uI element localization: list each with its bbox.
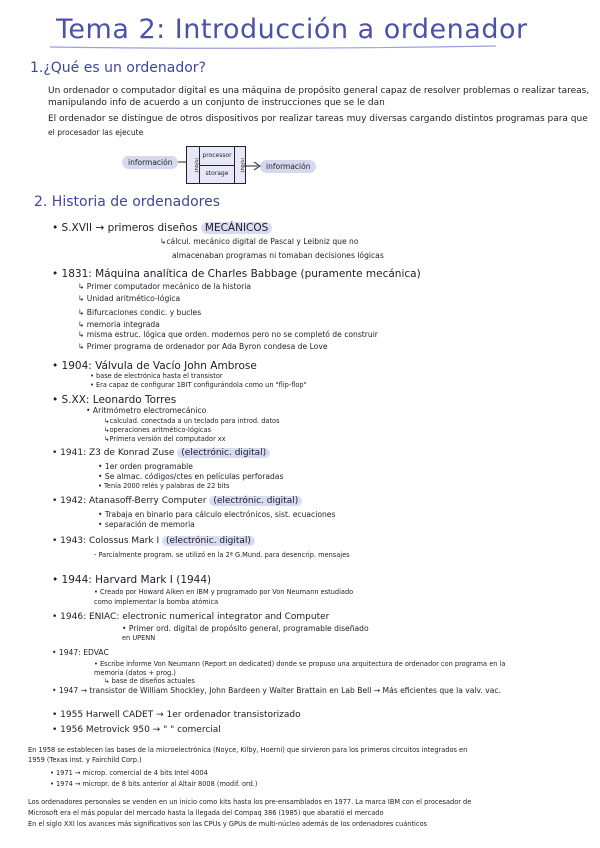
entry-sub: • 1er orden programable [98,462,193,471]
entry-highlight: (electrónic. digital) [209,496,302,506]
footer-line: Los ordenadores personales se venden en un inicio como kits hasta los pre-ensamblados en 1977. La marca IBM con el procesador de [28,798,472,806]
entry-sub: ↳operaciones aritmético-lógicas [104,426,212,434]
entry-sub: ↳ memoria integrada [78,320,160,329]
entry-1943-line [52,536,255,547]
entry-1955-line: • 1955 Harwell CADET → 1er ordenador transistorizado [52,710,301,720]
s1-line-2: manipulando info de acuerdo a un conjunto de instrucciones que se le dan [48,98,385,108]
entry-sub: almacenaban programas ni tomaban decisiones lógicas [172,251,384,260]
footer-line: 1959 (Texas inst. y Fairchild Corp.) [28,756,142,764]
left-port: in/out [187,147,200,183]
footer-line: • 1971 → microp. comercial de 4 bits Intel 4004 [50,769,208,777]
entry-sub: • Tenía 2000 relés y palabras de 22 bits [98,482,230,490]
s1-line-3: El ordenador se distingue de otros dispositivos por realizar tareas muy diversas cargando distintos programas para que [48,114,588,124]
entry-1831-line: • 1831: Máquina analítica de Charles Babbage (puramente mecánica) [52,268,421,280]
entry-sub: • separación de memoria [98,520,195,529]
entry-text: • 1943: Colossus Mark I [52,536,160,546]
footer-line: Microsoft era el más popular del mercado hasta la llegada del Compaq 386 (1985) que abaratió el mercado [28,809,384,817]
entry-sub: ↳ Bifurcaciones condic. y bucles [78,308,202,317]
entry-1904-line: • 1904: Válvula de Vacío John Ambrose [52,360,257,372]
entry-1942-line [52,496,302,507]
entry-sub: ↳calculad. conectada a un teclado para introd. datos [104,417,280,425]
entry-highlight: MECÁNICOS [201,222,272,234]
entry-sub: ↳ base de diseños actuales [104,677,195,685]
entry-sub: en UPENN [122,634,156,642]
entry-highlight: (electrónic. digital) [177,448,270,458]
s1-line-1: Un ordenador o computador digital es una máquina de propósito general capaz de resolver problemas o realizar tareas, [48,86,590,96]
entry-sub: - Parcialmente program. se utilizó en la 2ª G.Mund. para desencrip. mensajes [94,551,350,559]
footer-line: En el siglo XXI los avances más significativos son las CPUs y GPUs de multi-núcleo además de los ordenadores cuánticos [28,820,427,828]
entry-sub: • Aritmómetro electromecánico [86,406,207,415]
processor-block: processor [199,147,235,166]
entry-sub: ↳ Primer programa de ordenador por Ada Byron condesa de Love [78,342,328,351]
title-underline [48,44,498,50]
entry-highlight: (electrónic. digital) [162,536,255,546]
entry-1946-line: • 1946: ENIAC: electronic numerical integrator and Computer [52,612,330,622]
entry-transistor-line: • 1947 → transistor de William Shockley, John Bardeen y Walter Brattain en Lab Bell → Más eficientes que la valv. vac. [52,686,501,695]
footer-line: • 1974 → micropr. de 8 bits anterior al Altair 8008 (modif. ord.) [50,780,258,788]
entry-sub: como implementar la bomba atómica [94,598,219,606]
entry-sub: memoria (datos + prog.) [94,669,176,677]
entry-sub: ↳ misma estruc. lógica que orden. modernos pero no se completó de construir [78,330,378,339]
entry-sub: ↳Primera versión del computador xx [104,435,226,443]
diagram-output-label: información [260,160,316,173]
entry-text: • S.XVII → primeros diseños [52,222,198,234]
footer-line: En 1958 se establecen las bases de la microelectrónica (Noyce, Kilby, Hoerni) que sirvieron para los primeros circuitos integrados en [28,746,468,754]
entry-text: • 1941: Z3 de Konrad Zuse [52,448,175,458]
s1-line-4: el procesador las ejecute [48,128,144,137]
entry-sub: • base de electrónica hasta el transistor [90,372,223,380]
entry-sub: • Se almac. códigos/ctes en películas perforadas [98,472,284,481]
entry-sub: • Escribe informe Von Neumann (Report on dedicated) donde se propuso una arquitectura de ordenador con programa en la [94,660,506,668]
section2-heading: 2. Historia de ordenadores [34,194,221,210]
entry-1700-line [52,222,272,234]
entry-sub: ↳cálcul. mecánico digital de Pascal y Leibniz que no [160,237,359,246]
storage-block: storage [205,170,229,177]
entry-1944-line: • 1944: Harvard Mark I (1944) [52,574,212,586]
page-title: Tema 2: Introducción a ordenador [56,14,528,45]
entry-text: • 1942: Atanasoff-Berry Computer [52,496,207,506]
entry-sub: • Era capaz de configurar 1BIT configurándola como un "flip-flop" [90,381,307,389]
entry-sub: • Creado por Howard Aiken en IBM y programado por Von Neumann estudiado [94,588,354,596]
entry-1941-line [52,448,270,459]
entry-sub: ↳ Primer computador mecánico de la historia [78,282,252,291]
entry-sub: ↳ Unidad aritmético-lógica [78,294,181,303]
entry-sub: • Primer ord. digital de propósito general, programable diseñado [122,624,369,633]
right-port: in/out [239,157,245,173]
diagram-input-label: información [122,156,178,169]
entry-1956-line: • 1956 Metrovick 950 → " " comercial [52,725,221,735]
section1-heading: 1.¿Qué es un ordenador? [30,60,206,76]
entry-1947-edvac-line: • 1947: EDVAC [52,648,109,657]
computer-block [186,146,236,184]
entry-torres-line: • S.XX: Leonardo Torres [52,394,177,406]
entry-sub: • Trabaja en binario para cálculo electrónicos, sist. ecuaciones [98,510,336,519]
